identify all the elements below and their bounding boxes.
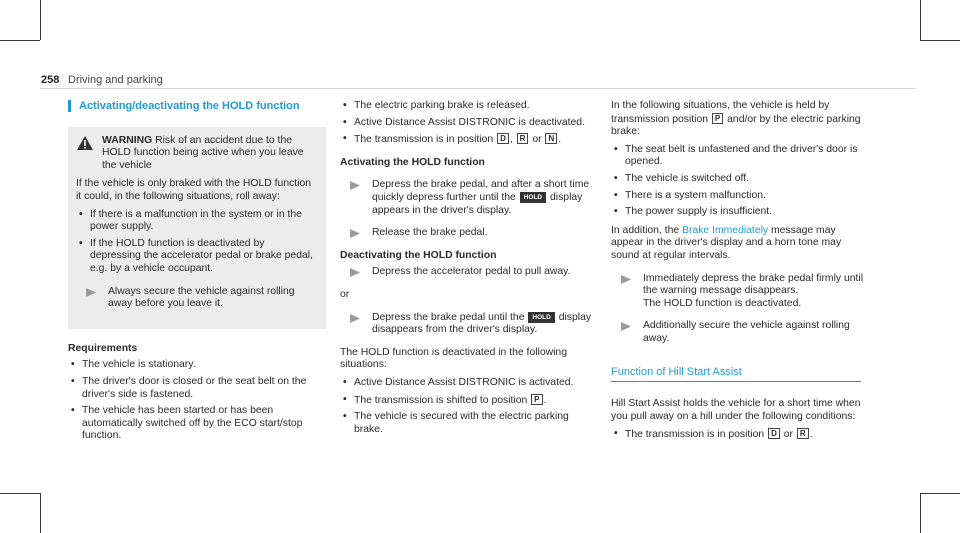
step-text: Release the brake pedal. [372,227,488,239]
list-item: • The seat belt is unfastened and the driver's door is opened. [611,144,866,169]
hill-start-list [611,428,866,442]
warning-head-text: Risk of an accident due to the HOLD function being active when you leave the vehicle [102,134,304,171]
gear-p-icon: P [531,394,542,405]
step-arrow-icon [350,179,364,217]
column-3 [611,100,866,448]
immediate-step-1 [611,273,866,311]
deactivate-step-1 [340,266,598,279]
hold-icon: HOLD [520,192,546,203]
step-arrow-icon [350,266,364,279]
text: The transmission is in position [354,134,494,146]
crop-mark [920,493,960,494]
warning-box [68,127,326,329]
list-item: • The power supply is insufficient. [611,206,866,219]
gear-p-icon: P [712,113,723,124]
activating-title: Activating the HOLD function [340,156,485,168]
column-2 [340,100,598,442]
step-arrow-icon [86,286,100,311]
text: or [783,429,793,441]
step-text [643,273,866,311]
or-label: or [340,288,350,300]
page-number: 258 [41,74,60,86]
crop-mark [920,493,921,533]
text: . [543,394,547,406]
crop-mark [920,0,921,40]
hill-start-title: Function of Hill Start Assist [611,366,861,383]
step-text [372,312,598,337]
step-text: Always secure the vehicle against rolling away before you leave it. [108,285,295,310]
text: display disappears from the driver's display. [372,311,592,336]
requirements-title: Requirements [68,342,138,354]
step-text [372,179,598,217]
text: The transmission is shifted to position [354,394,528,406]
list-item: • The vehicle is stationary. [68,359,326,372]
text: In addition, the [611,224,680,236]
section-marker [68,100,71,112]
deactivated-intro: The HOLD function is deactivated in the following situations: [340,346,567,371]
list-item [340,394,598,408]
running-title: Driving and parking [68,74,163,86]
crop-mark [40,493,41,533]
list-item: • The vehicle has been started or has been automatically switched off by the ECO start/stop function. [68,405,326,443]
warning-head [76,135,316,173]
crop-mark [920,40,960,41]
held-intro [611,100,866,139]
column-1 [68,100,326,449]
step-arrow-icon [350,227,364,240]
step-arrow-icon [621,320,635,345]
list-item: • If there is a malfunction in the system or in the power supply. [76,209,316,234]
list-item: • Active Distance Assist DISTRONIC is deactivated. [340,117,598,130]
list-item [340,133,598,147]
text: In the following situations, the vehicle is held by transmission position [611,100,830,125]
text: . [809,429,813,441]
header-rule [40,88,916,89]
crop-mark [0,493,40,494]
text: , [509,134,513,146]
section-title-text: Activating/deactivating the HOLD function [79,100,300,112]
warning-label: WARNING [102,134,153,146]
warning-step [76,286,316,311]
gear-d-icon: D [768,428,780,439]
warning-text [102,135,316,173]
gear-n-icon: N [545,133,557,144]
list-item: • The vehicle is secured with the electric parking brake. [340,411,598,436]
text: Immediately depress the brake pedal firmly until the warning message disappears. [643,272,864,297]
deactivated-list [340,377,598,436]
list-item: • The electric parking brake is released. [340,100,598,113]
hill-start-text: Hill Start Assist holds the vehicle for a short time when you pull away on a hill under the following conditions: [611,398,861,422]
text: display appears in the driver's display. [372,191,583,216]
addition-text [611,225,866,263]
step-arrow-icon [621,273,635,311]
immediate-step-2 [611,320,866,345]
list-item [611,428,866,442]
step-text: Depress the accelerator pedal to pull away. [372,266,571,278]
step-arrow-icon [350,312,364,337]
gear-d-icon: D [497,133,509,144]
activate-step-1 [340,179,598,217]
text: . [558,134,562,146]
text: or [532,134,542,146]
section-title [68,100,326,113]
list-item: • The vehicle is switched off. [611,173,866,186]
list-item: • The driver's door is closed or the seat belt on the driver's side is fastened. [68,376,326,401]
text: The transmission is in position [625,429,765,441]
list-item: • There is a system malfunction. [611,190,866,203]
list-item: • If the HOLD function is deactivated by depressing the accelerator pedal or brake pedal, e.g. by a vehicle occupant. [76,238,316,276]
warning-triangle-icon [76,135,94,151]
display-message: Brake Immediately [682,224,769,236]
text: Depress the brake pedal until the [372,311,525,323]
gear-r-icon: R [797,428,809,439]
warning-body: If the vehicle is only braked with the HOLD function it could, in the following situations, roll away: [76,178,312,202]
deactivate-step-2 [340,312,598,337]
list-item: • Active Distance Assist DISTRONIC is activated. [340,377,598,390]
text: message may appear in the driver's display and a horn tone may sound at regular intervals. [611,224,842,261]
held-list [611,144,866,219]
requirements-list [68,359,326,443]
crop-mark [0,40,40,41]
crop-mark [40,0,41,40]
deactivating-title: Deactivating the HOLD function [340,249,497,261]
step-text: Additionally secure the vehicle against rolling away. [643,320,850,344]
text: Depress the brake pedal, and after a short time quickly depress further until the [372,179,590,203]
gear-r-icon: R [517,133,529,144]
text: The HOLD function is deactivated. [643,297,802,309]
text: and/or by the electric parking brake: [611,113,861,138]
requirements-continued [340,100,598,147]
activate-step-2 [340,227,598,240]
warning-bullets [76,209,316,276]
hold-icon: HOLD [528,312,554,323]
